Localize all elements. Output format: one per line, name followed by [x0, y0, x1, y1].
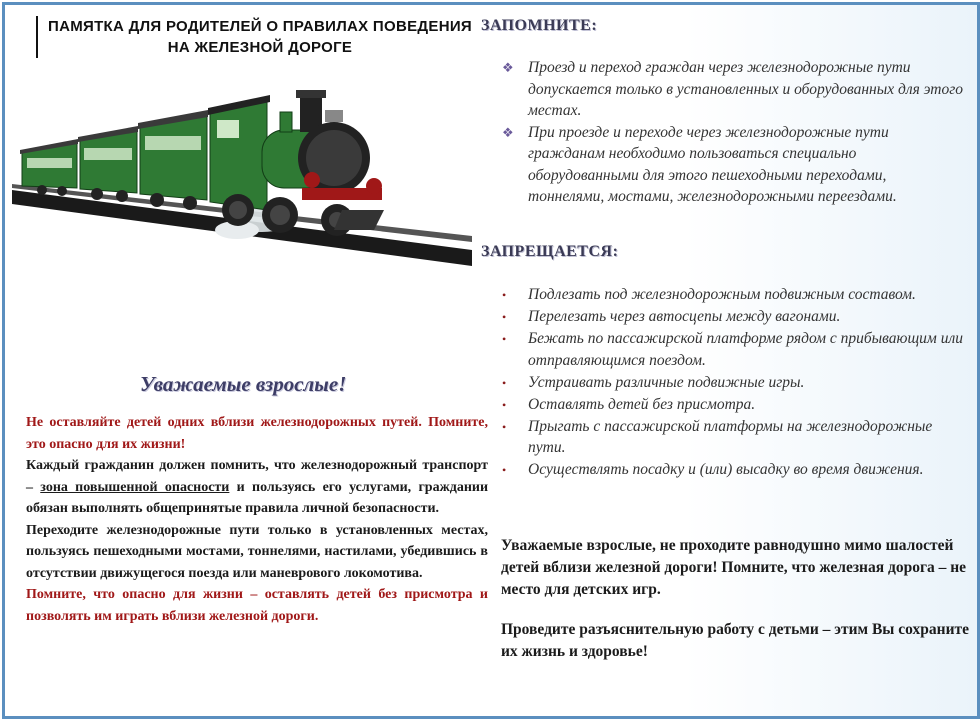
list-item-text: Прыгать с пассажирской платформы на железнодорожные пути.	[528, 417, 933, 456]
paragraph-transport-a: Каждый гражданин должен помнить, что железнодорожный транспорт –	[26, 458, 488, 495]
dot-bullet-icon: •	[502, 397, 507, 412]
list-item	[500, 372, 965, 394]
title-line-1: ПАМЯТКА ДЛЯ РОДИТЕЛЕЙ О ПРАВИЛАХ ПОВЕДЕНИЯ	[47, 18, 472, 35]
diamond-bullet-icon: ❖	[502, 60, 514, 75]
dot-bullet-icon: •	[502, 288, 507, 302]
list-item-text: Оставлять детей без присмотра.	[528, 395, 756, 413]
list-item	[500, 306, 965, 328]
dot-bullet-icon: •	[502, 332, 507, 346]
left-column	[26, 412, 488, 627]
closing-paragraph-2: Проведите разъяснительную работу с детьми – этим Вы сохраните их жизнь и здоровье!	[501, 621, 969, 660]
greeting: Уважаемые взрослые!	[140, 372, 347, 396]
closing-paragraph-1: Уважаемые взрослые, не проходите равнодушно мимо шалостей детей вблизи железной дороги! Помните, что железная дорога – не место для детских игр.	[501, 537, 967, 598]
list-item	[500, 284, 965, 306]
list-item	[500, 394, 965, 416]
list-item-text: Бежать по пассажирской платформе рядом с прибывающим или отправляющимся поездом.	[528, 330, 963, 369]
forbidden-heading: ЗАПРЕЩАЕТСЯ:	[481, 243, 619, 260]
list-item-text: При проезде и переходе через железнодорожные пути гражданам необходимо пользоваться специально оборудованными для этого пешеходными переходами, тоннелями, мостами, железнодорожными переездами.	[528, 123, 897, 205]
dot-bullet-icon: •	[502, 375, 507, 390]
title-line-2: НА ЖЕЛЕЗНОЙ ДОРОГЕ	[167, 39, 353, 56]
list-item	[500, 416, 965, 459]
list-item-text: Подлезать под железнодорожным подвижным составом.	[528, 286, 916, 303]
diamond-bullet-icon: ❖	[502, 124, 514, 140]
forbidden-list	[500, 284, 965, 481]
dot-bullet-icon: •	[502, 419, 507, 434]
steam-train-icon	[12, 60, 472, 275]
dot-bullet-icon: •	[502, 310, 507, 324]
list-item-text: Устраивать различные подвижные игры.	[528, 373, 805, 391]
list-item-text: Осуществлять посадку и (или) высадку во время движения.	[528, 461, 924, 478]
remember-heading: ЗАПОМНИТЕ:	[481, 17, 598, 34]
list-item	[500, 328, 965, 371]
list-item	[500, 57, 965, 122]
remember-list	[500, 57, 965, 208]
list-item	[500, 122, 965, 208]
list-item	[500, 459, 965, 481]
paragraph-transport	[26, 455, 488, 520]
page-title	[36, 16, 480, 58]
warning-text: Не оставляйте детей одних вблизи железнодорожных путей. Помните, это опасно для их жизни!	[26, 415, 488, 452]
list-item-text: Проезд и переход граждан через железнодорожные пути допускается только в установленных и оборудованных для этого местах.	[528, 59, 964, 119]
paragraph-transport-b: и пользуясь его услугами, граждании обязан выполнять общепринятые правила личной безопасности.	[26, 479, 489, 516]
dot-bullet-icon: •	[502, 463, 507, 477]
closing-text	[501, 535, 971, 663]
paragraph-crossing: Переходите железнодорожные пути только в установленных местах, пользуясь пешеходными мостами, тоннелями, настилами, убедившись в отсутствии движущегося поезда или маневрового локомотива.	[26, 522, 488, 581]
warning-text-2: Помните, что опасно для жизни – оставлять детей без присмотра и позволять им играть вблизи железной дороги.	[26, 587, 488, 624]
danger-zone-underlined: зона повышенной опасности	[40, 479, 230, 495]
list-item-text: Перелезать через автосцепы между вагонами.	[528, 308, 841, 325]
